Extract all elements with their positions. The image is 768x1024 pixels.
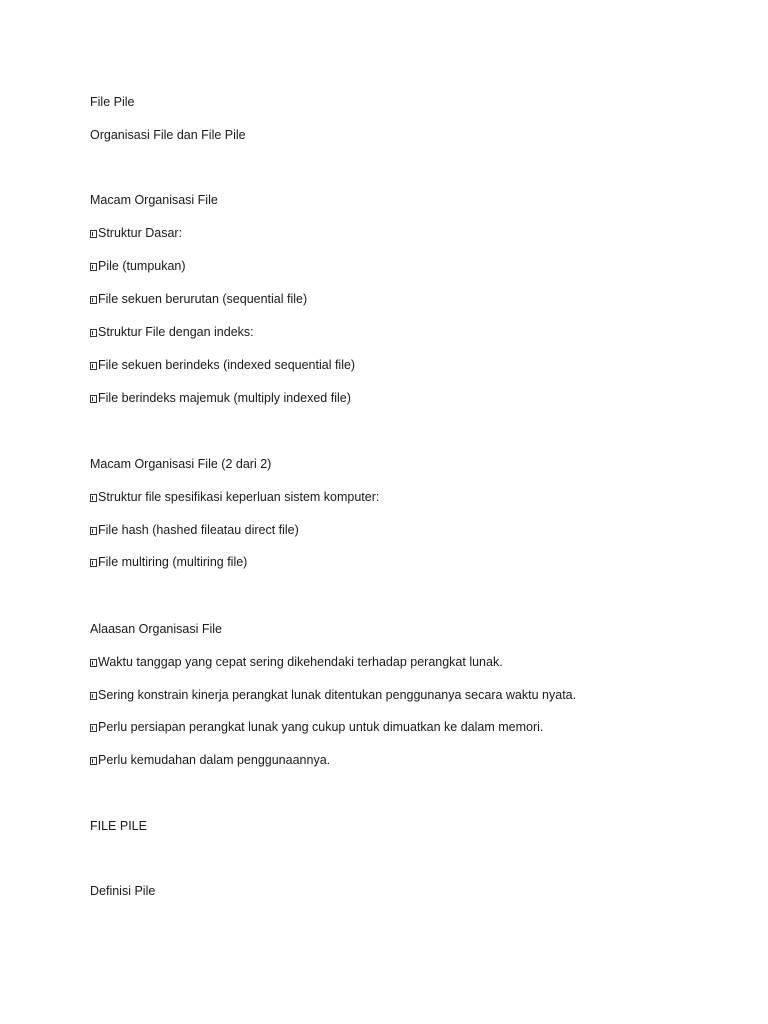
list-item-text: File berindeks majemuk (multiply indexed file)	[98, 391, 351, 405]
list-item	[90, 554, 247, 570]
list-item-text: File sekuen berindeks (indexed sequential file)	[98, 358, 356, 372]
list-item-text: Struktur Dasar:	[98, 226, 183, 240]
list-item	[90, 357, 355, 373]
list-item-text: Pile (tumpukan)	[98, 259, 186, 273]
document-subtitle: Organisasi File dan File Pile	[90, 128, 246, 142]
list-item	[90, 687, 576, 703]
bullet-glyph-icon	[90, 692, 97, 700]
list-item-text: Sering konstrain kinerja perangkat lunak ditentukan penggunanya secara waktu nyata.	[98, 688, 577, 702]
section-heading: Macam Organisasi File (2 dari 2)	[90, 457, 272, 471]
list-item	[90, 291, 307, 307]
list-item	[90, 225, 182, 241]
list-item-text: Perlu kemudahan dalam penggunaannya.	[98, 753, 331, 767]
list-item-text: File multiring (multiring file)	[98, 555, 248, 569]
bullet-glyph-icon	[90, 659, 97, 667]
section-heading: FILE PILE	[90, 819, 147, 833]
document-title: File Pile	[90, 95, 135, 109]
bullet-glyph-icon	[90, 494, 97, 502]
bullet-glyph-icon	[90, 559, 97, 567]
list-item-text: Waktu tanggap yang cepat sering dikehendaki terhadap perangkat lunak.	[98, 655, 503, 669]
section-heading: Alaasan Organisasi File	[90, 622, 223, 636]
list-item	[90, 324, 254, 340]
bullet-glyph-icon	[90, 230, 97, 238]
bullet-glyph-icon	[90, 296, 97, 304]
list-item-text: File hash (hashed fileatau direct file)	[98, 523, 299, 537]
list-item-text: File sekuen berurutan (sequential file)	[98, 292, 308, 306]
bullet-glyph-icon	[90, 263, 97, 271]
list-item	[90, 390, 351, 406]
list-item-text: Perlu persiapan perangkat lunak yang cukup untuk dimuatkan ke dalam memori.	[98, 720, 544, 734]
list-item	[90, 522, 299, 538]
section-heading: Definisi Pile	[90, 884, 156, 898]
bullet-glyph-icon	[90, 395, 97, 403]
list-item-text: Struktur file spesifikasi keperluan sistem komputer:	[98, 490, 380, 504]
bullet-glyph-icon	[90, 724, 97, 732]
bullet-glyph-icon	[90, 329, 97, 337]
list-item	[90, 489, 379, 505]
bullet-glyph-icon	[90, 757, 97, 765]
list-item	[90, 258, 186, 274]
list-item	[90, 752, 330, 768]
list-item-text: Struktur File dengan indeks:	[98, 325, 254, 339]
list-item	[90, 654, 503, 670]
list-item	[90, 719, 543, 735]
bullet-glyph-icon	[90, 527, 97, 535]
section-heading: Macam Organisasi File	[90, 193, 218, 207]
bullet-glyph-icon	[90, 362, 97, 370]
